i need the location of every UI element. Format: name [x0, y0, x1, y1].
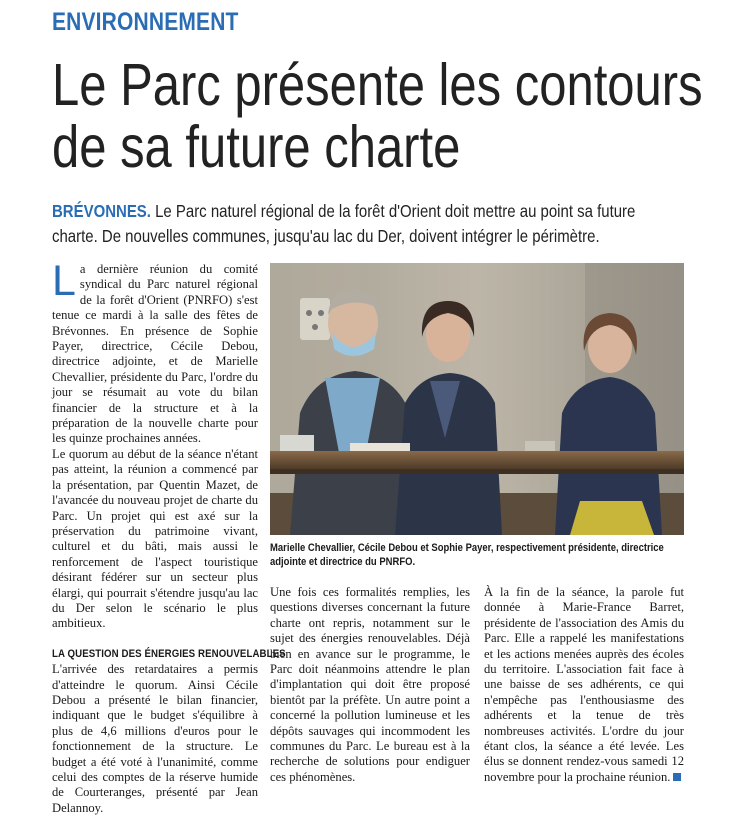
meeting-photo-illustration	[270, 263, 684, 535]
paragraph-3: L'arrivée des retardataires a permis d'atteindre le quorum. Ainsi Cécile Debou a présenté le bilan financier, indiquant que le budget s'équilibre à plus de 4,6 millions d'euros pour le fonctionnement de la structure. Le budget a été voté à l'unanimité, comme celui des comptes de la réserve humide de Courteranges, présenté par Jean Delannoy.	[52, 662, 258, 815]
lead-text: Le Parc naturel régional de la forêt d'Orient doit mettre au point sa future charte. De nouvelles communes, jusqu'au lac du Der, doivent intégrer le périmètre.	[52, 201, 636, 246]
paragraph-5	[484, 585, 684, 785]
paragraph-1	[52, 257, 258, 447]
end-mark-icon	[673, 773, 681, 781]
article-photo	[270, 263, 684, 535]
headline-line-1: Le Parc présente les contours	[52, 52, 703, 118]
paragraph-1-text: a dernière réunion du comité syndical du Parc naturel régional de la forêt d'Orient (PNRFO) s'est tenue ce mardi à la salle des fêtes de Brévonnes. En présence de Sophie Payer, directrice, Cécile Debou, directrice adjointe, et de Marielle Chevallier, présidente du Parc, l'ordre du jour se résumait au vote du bilan financier de la structure et à la préparation de la nouvelle charte pour les quinze prochaines années.	[52, 262, 258, 446]
section-rubric: ENVIRONNEMENT	[52, 8, 239, 36]
headline-line-2: de sa future charte	[52, 114, 461, 180]
article-column-2	[270, 585, 470, 785]
paragraph-2: Le quorum au début de la séance n'étant pas atteint, la réunion a commencé par la présentation, par Quentin Mazet, de l'avancée du nouveau projet de charte du Parc. Un projet qui est axé sur la préservation du patrimoine vivant, culturel et du bâti, mais aussi le renforcement de l'aspect touristique désirant fédérer sur un secteur plus élargi, qui pourrait s'étendre jusqu'au lac du Der selon le scénario le plus ambitieux.	[52, 446, 258, 631]
paragraph-5-text: À la fin de la séance, la parole fut donnée à Marie-France Barret, présidente de l'association des Amis du Parc. Elle a rappelé les manifestations et les actions menées auprès des écoles du territoire. L'association fait face à une baisse de ses adhérents, ce qui n'empêche pas l'enthousiasme des adhérents et la tenue de très nombreuses activités. L'ordre du jour étant clos, la séance a été levée. Les élus se donnent rendez-vous samedi 12 novembre pour la prochaine réunion.	[484, 585, 684, 784]
photo-caption: Marielle Chevallier, Cécile Debou et Sophie Payer, respectivement présidente, directrice adjointe et directrice du PNRFO.	[270, 542, 664, 568]
article-column-1	[52, 257, 286, 816]
lead-kicker: BRÉVONNES.	[52, 201, 151, 221]
article-column-3	[484, 585, 684, 785]
article-headline	[52, 52, 703, 180]
article-lead	[52, 199, 685, 249]
paragraph-4: Une fois ces formalités remplies, les questions diverses concernant la future charte ont repris, notamment sur le sujet des énergies renouvelables. Déjà bien en avance sur le programme, le Parc doit néanmoins attendre le plan d'implantation qui doit être proposé bientôt par la préfète. Un autre point a concerné la pollution lumineuse et les dépôts sauvages qui incommodent les communes du Parc. Le bureau est à la recherche de solutions pour endiguer ces phénomènes.	[270, 585, 470, 784]
drop-cap: L	[52, 257, 76, 305]
article-subhead: LA QUESTION DES ÉNERGIES RENOUVELABLES	[52, 647, 286, 660]
